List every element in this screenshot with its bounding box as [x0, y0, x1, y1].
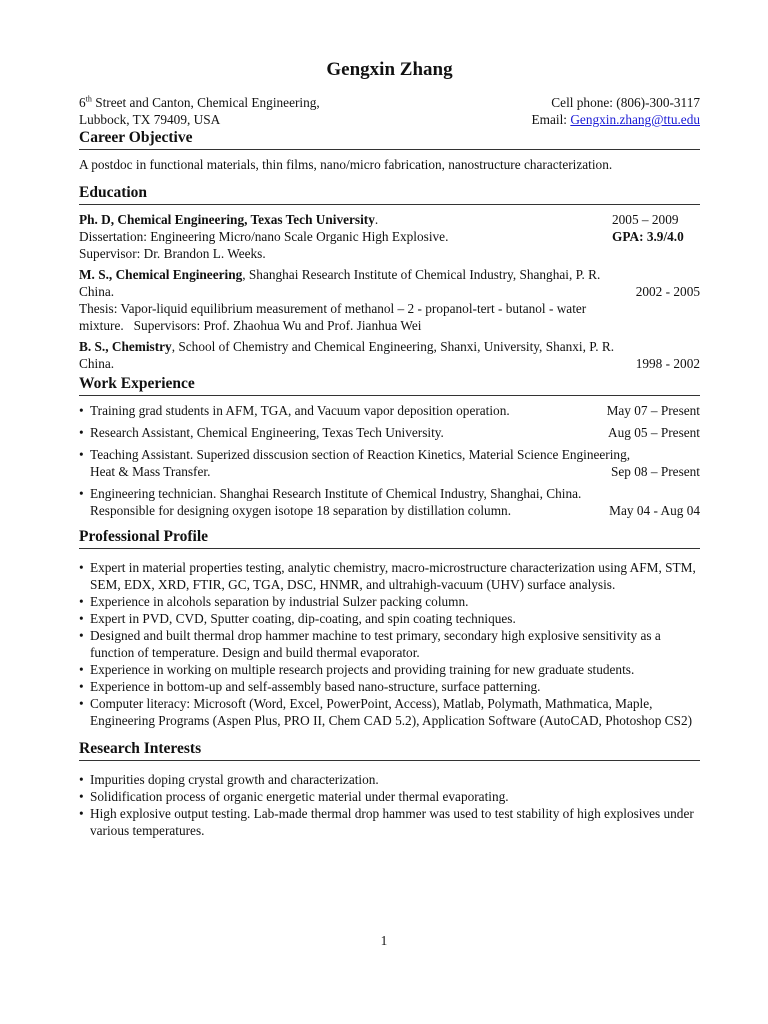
list-item: [79, 446, 700, 480]
email-label: Email:: [531, 112, 571, 127]
work-experience-list: [79, 402, 700, 519]
work-item-row: [90, 424, 700, 441]
ms-thesis-line-2: mixture. Supervisors: Prof. Zhaohua Wu and Prof. Jianhua Wei: [79, 318, 422, 333]
bs-dates: 1998 - 2002: [635, 356, 700, 371]
ms-thesis-line-1: Thesis: Vapor-liquid equilibrium measurement of methanol – 2 - propanol-tert - butanol - water: [79, 301, 587, 316]
work-item-row: [90, 502, 700, 519]
address-line-2: Lubbock, TX 79409, USA: [79, 112, 221, 127]
ms-institution: , Shanghai Research Institute of Chemical Industry, Shanghai, P. R.: [242, 267, 601, 282]
cell-phone: Cell phone: (806)-300-3117: [551, 95, 700, 110]
education-ms: [79, 266, 700, 334]
section-title-career-objective: Career Objective: [79, 128, 700, 150]
list-item: [79, 485, 700, 519]
work-item-dates: Aug 05 – Present: [608, 425, 700, 440]
career-objective-text: A postdoc in functional materials, thin films, nano/micro fabrication, nanostructure characterization.: [79, 157, 613, 172]
section-title-research-interests: Research Interests: [79, 739, 700, 761]
list-item: • Solidification process of organic energetic material under thermal evaporating.: [79, 788, 700, 805]
candidate-name: Gengxin Zhang: [326, 59, 453, 80]
bs-institution: , School of Chemistry and Chemical Engineering, Shanxi, University, Shanxi, P. R.: [171, 339, 615, 354]
address-number: 6: [79, 95, 86, 110]
list-item: • Designed and built thermal drop hammer machine to test primary, secondary high explosive sensitivity as a function of temperature. Design and build thermal evaporator.: [79, 627, 700, 661]
phd-degree-line: [79, 211, 378, 228]
work-item-text: • Engineering technician. Shanghai Research Institute of Chemical Industry, Shanghai, China.: [90, 486, 582, 501]
ms-country: China.: [79, 284, 115, 299]
education-phd: [79, 211, 700, 262]
address: [79, 94, 320, 128]
phd-degree-suffix: .: [374, 212, 379, 227]
section-title-professional-profile: Professional Profile: [79, 527, 700, 549]
work-item-dates: May 04 - Aug 04: [609, 503, 700, 518]
contact-block: [79, 94, 700, 128]
section-title-work-experience: Work Experience: [79, 374, 700, 396]
list-item: • Experience in alcohols separation by industrial Sulzer packing column.: [79, 593, 700, 610]
list-item: • Experience in bottom-up and self-assembly based nano-structure, surface patterning.: [79, 678, 700, 695]
ms-degree-line: [79, 266, 700, 283]
email-line: [532, 111, 700, 128]
work-item-row: [90, 402, 700, 419]
professional-profile-list: [79, 559, 700, 729]
ms-degree: M. S., Chemical Engineering: [79, 267, 243, 282]
ms-dates: 2002 - 2005: [635, 284, 700, 299]
email-link[interactable]: Gengxin.zhang@ttu.edu: [570, 112, 700, 127]
phd-dissertation: Dissertation: Engineering Micro/nano Scale Organic High Explosive.: [79, 229, 449, 244]
work-item-text: • Training grad students in AFM, TGA, and Vacuum vapor deposition operation.: [90, 403, 510, 418]
phd-dissertation-row: [79, 228, 700, 245]
resume-page: [79, 58, 700, 839]
list-item: • Impurities doping crystal growth and characterization.: [79, 771, 700, 788]
education-bs: [79, 338, 700, 372]
list-item: • Computer literacy: Microsoft (Word, Excel, PowerPoint, Access), Matlab, Polymath, Mathmatica, Maple, Engineering Programs (Aspen Plus, PRO II, Chem CAD 5.2), Application Software (AutoCAD, Photoshop CS2): [79, 695, 700, 729]
phd-supervisor: Supervisor: Dr. Brandon L. Weeks.: [79, 246, 266, 261]
phd-degree: Ph. D, Chemical Engineering, Texas Tech University: [79, 212, 375, 227]
bs-degree-line: [79, 338, 700, 355]
page-number: 1: [380, 933, 388, 948]
address-line-1: [79, 94, 320, 111]
list-item: • Expert in material properties testing, analytic chemistry, macro-microstructure characterization using AFM, STM, SEM, EDX, XRD, FTIR, GC, TGA, DSC, HNMR, and ultrahigh-vacuum (UHV) surface analysis.: [79, 559, 700, 593]
research-interests-list: [79, 771, 700, 839]
address-street: Street and Canton, Chemical Engineering,: [91, 95, 320, 110]
work-item-row: [90, 463, 700, 480]
work-item-dates: Sep 08 – Present: [610, 464, 700, 479]
list-item: • High explosive output testing. Lab-made thermal drop hammer was used to test stability of high explosives under various temperatures.: [79, 805, 700, 839]
address-ordinal: th: [85, 94, 92, 104]
bs-row-2: [79, 355, 700, 372]
work-item-text: • Research Assistant, Chemical Engineering, Texas Tech University.: [90, 425, 444, 440]
list-item: [79, 424, 700, 441]
bs-degree: B. S., Chemistry: [79, 339, 172, 354]
work-item-dates: May 07 – Present: [606, 403, 700, 418]
list-item: • Experience in working on multiple research projects and providing training for new graduate students.: [79, 661, 700, 678]
phd-dates: 2005 – 2009: [612, 212, 679, 227]
bs-country: China.: [79, 356, 115, 371]
phd-row: [79, 211, 700, 228]
list-item: [79, 402, 700, 419]
work-item-text-2: Responsible for designing oxygen isotope 18 separation by distillation column.: [90, 503, 512, 518]
work-item-text-2: Heat & Mass Transfer.: [90, 464, 211, 479]
section-title-education: Education: [79, 183, 700, 205]
phd-gpa: GPA: 3.9/4.0: [612, 229, 684, 244]
work-item-text: • Teaching Assistant. Superized disscusion section of Reaction Kinetics, Material Science Engineering,: [90, 447, 631, 462]
list-item: • Expert in PVD, CVD, Sputter coating, dip-coating, and spin coating techniques.: [79, 610, 700, 627]
ms-row-2: [79, 283, 700, 300]
contact-info: [532, 94, 700, 128]
